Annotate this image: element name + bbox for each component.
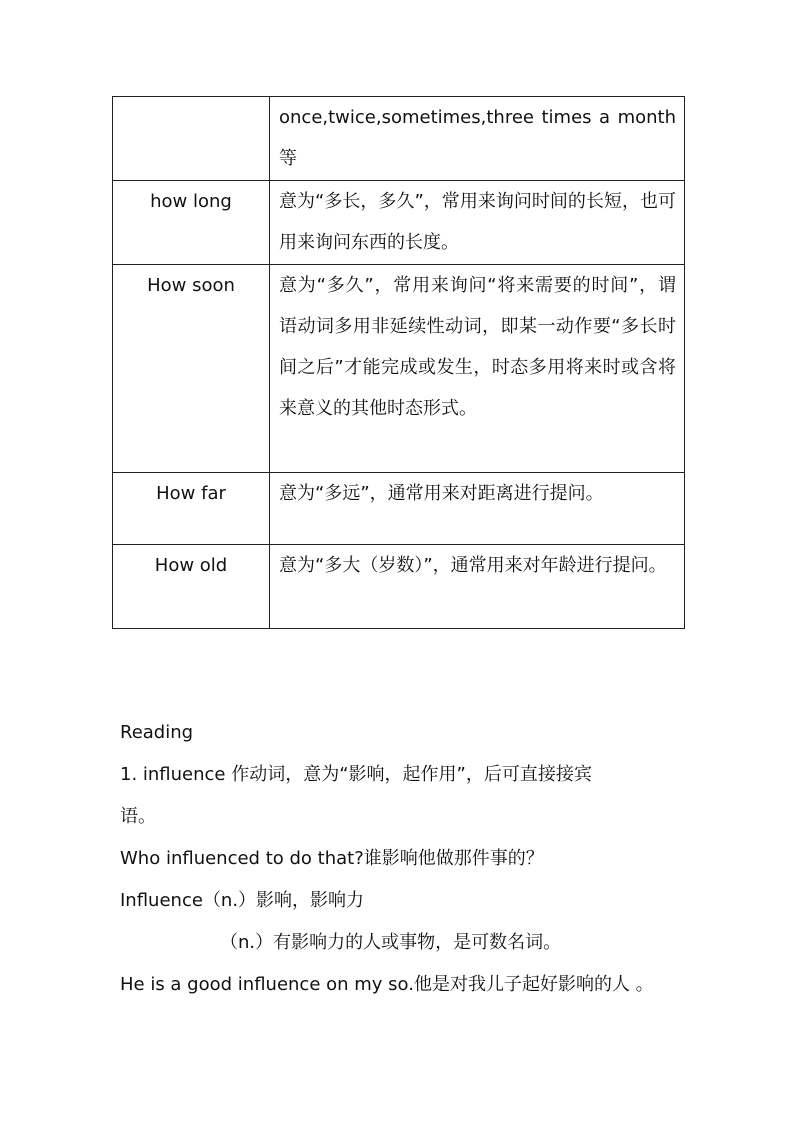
noun-definition-2: （n.）有影响力的人或事物，是可数名词。 [220, 932, 562, 953]
table-term-cell [113, 97, 270, 181]
reading-heading: Reading [120, 722, 194, 743]
table-desc-cell: 意为“多大（岁数）”，通常用来对年龄进行提问。 [270, 545, 685, 629]
table-term-cell: How soon [113, 265, 270, 473]
example-sentence-2: He is a good influence on my so.他是对我儿子起好影响的人 。 [120, 974, 654, 995]
table-desc-cell: 意为“多远”，通常用来对距离进行提问。 [270, 473, 685, 545]
table-row [113, 473, 685, 545]
table-desc-cell: 意为“多长，多久”，常用来询问时间的长短，也可用来询问东西的长度。 [270, 181, 685, 265]
table-row [113, 97, 685, 181]
table-desc-cell: 意为“多久”，常用来询问“将来需要的时间”，谓语动词多用非延续性动词，即某一动作要“多长时间之后”才能完成或发生，时态多用将来时或含将来意义的其他时态形式。 [270, 265, 685, 473]
table-term-cell: how long [113, 181, 270, 265]
noun-definition: Influence（n.）影响，影响力 [120, 890, 365, 911]
usage-table [112, 96, 685, 629]
reading-section [120, 712, 680, 1006]
table-term-cell: How far [113, 473, 270, 545]
example-sentence: Who influenced to do that?谁影响他做那件事的？ [120, 848, 544, 869]
table-row [113, 545, 685, 629]
table-row [113, 181, 685, 265]
table-desc-cell: once,twice,sometimes,three times a month 等 [270, 97, 685, 181]
reading-item-1: 1. influence 作动词，意为“影响，起作用”，后可直接接宾 [120, 764, 592, 785]
reading-item-1-continued: 语。 [120, 806, 156, 827]
table-term-cell: How old [113, 545, 270, 629]
table-row [113, 265, 685, 473]
